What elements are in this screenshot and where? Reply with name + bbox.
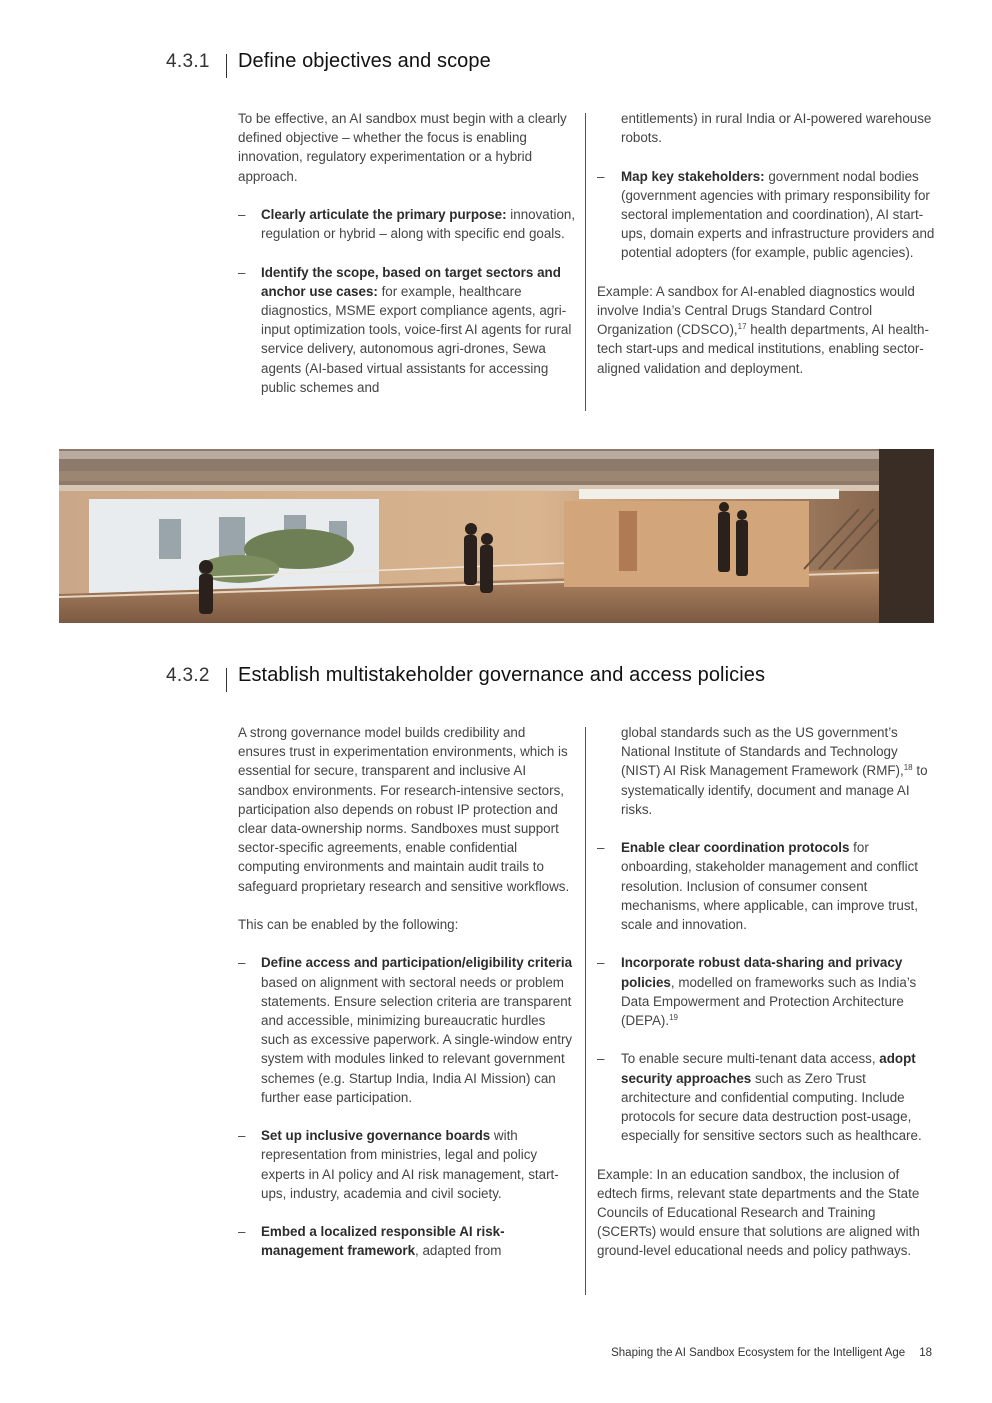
list-item [238, 263, 576, 397]
dash-bullet: – [238, 1224, 246, 1240]
item-heading: Incorporate robust data-sharing and privacy policies [621, 955, 903, 990]
dash-bullet: – [597, 840, 605, 856]
intro-paragraph: A strong governance model builds credibility and ensures trust in experimentation environments, which is essential for secure, transparent and inclusive AI sandbox environments. For research-intensive sectors, participation also depends on robust IP protection and clear data-ownership norms. Sandboxes must support sector-specific agreements, enable confidential computing environments and maintain audit trails to safeguard proprietary research and sensitive workflows. [238, 725, 570, 894]
intro-paragraph: To be effective, an AI sandbox must begin with a clearly defined objective – whether the focus is enabling innovation, regulatory experimentation or a hybrid approach. [238, 111, 567, 184]
section-title: Establish multistakeholder governance and access policies [238, 664, 766, 686]
item-text: for onboarding, stakeholder management and conflict resolution. Inclusion of consumer consent mechanisms, where applicable, can improve trust, scale and innovation. [621, 840, 919, 933]
item-text: , adapted from [415, 1243, 502, 1259]
list-item [238, 205, 576, 243]
item-heading: Set up inclusive governance boards [261, 1128, 491, 1144]
item-heading: Embed a localized responsible AI risk-management framework [261, 1224, 505, 1259]
item-text: innovation, regulation or hybrid – along with specific end goals. [261, 207, 576, 242]
item-text: for example, healthcare diagnostics, MSME export compliance agents, agri-input optimization tools, voice-first AI agents for rural service delivery, autonomous agri-drones, Sewa agents (AI-based virtual assistants for accessing public schemes and [261, 283, 572, 395]
dash-bullet: – [597, 955, 605, 971]
list-item [597, 838, 937, 934]
column-divider [585, 727, 586, 1295]
item-heading: Clearly articulate the primary purpose: [261, 207, 507, 222]
list-item [597, 953, 937, 1030]
list-item [238, 953, 576, 1107]
continuation-text: global standards such as the US government’s National Institute of Standards and Technology (NIST) AI Risk Management Framework (RMF),$^{18}$ to systematically identify, document and manage AI risks. [621, 725, 928, 817]
item-text: To enable secure multi-tenant data access, [621, 1051, 880, 1067]
footnote-ref: 17 [737, 322, 747, 332]
continuation-text [597, 109, 937, 147]
dash-bullet: – [238, 207, 246, 222]
item-heading: adopt security approaches [621, 1051, 916, 1086]
list-item [597, 1049, 937, 1145]
photo-illustration [59, 449, 934, 623]
section-number: 4.3.1 [166, 51, 210, 72]
item-heading: Map key stakeholders: [621, 168, 765, 184]
item-heading: Enable clear coordination protocols [621, 840, 850, 856]
left-column [238, 723, 576, 1261]
page-number: 18 [919, 1347, 932, 1359]
example-paragraph: Example: A sandbox for AI-enabled diagnostics would involve India’s Central Drugs Standard Control Organization (CDSCO),$^{17}$ health departments, AI health-tech start-ups and medical institutions, enabling sector-aligned validation and deployment. [597, 283, 929, 376]
enabled-paragraph: This can be enabled by the following: [238, 917, 459, 933]
dash-bullet: – [597, 168, 605, 184]
column-divider [585, 113, 586, 411]
item-text: government nodal bodies (government agencies with primary responsibility for sectoral implementation and coordination), AI start-ups, domain experts and infrastructure providers and potential adopters (for example, public agencies). [621, 168, 935, 261]
section-title: Define objectives and scope [238, 50, 491, 72]
section-divider [226, 668, 227, 692]
section-divider [226, 54, 227, 78]
list-item [597, 167, 937, 263]
dash-bullet: – [238, 1128, 246, 1144]
footnote-ref: 19 [669, 1013, 679, 1023]
dash-bullet: – [238, 264, 246, 280]
dash-bullet: – [597, 1051, 605, 1067]
item-text: , modelled on frameworks such as India’s Data Empowerment and Protection Architecture (DEPA). [621, 974, 917, 1029]
right-column [597, 723, 937, 1261]
dash-bullet: – [238, 955, 246, 971]
example-paragraph: Example: In an education sandbox, the inclusion of edtech firms, relevant state departments and the State Councils of Educational Research and Training (SCERTs) would ensure that solutions are aligned with ground-level educational needs and policy pathways. [597, 1166, 920, 1259]
item-text: such as Zero Trust architecture and confidential computing. Include protocols for secure data destruction post-usage, especially for sensitive sectors such as healthcare. [621, 1070, 922, 1144]
item-heading: Identify the scope, based on target sectors and anchor use cases: [261, 264, 561, 299]
item-text: with representation from ministries, legal and policy experts in AI policy and AI risk management, start-ups, industry, academia and civil society. [261, 1128, 559, 1201]
left-column [238, 109, 576, 397]
item-text: based on alignment with sectoral needs or problem statements. Ensure selection criteria are transparent and accessible, minimizing bureaucratic hurdles such as excessive paperwork. A single-window entry system with modules linked to relevant government schemes (e.g. Startup India, India AI Mission) can further ease participation. [261, 974, 573, 1105]
list-item [238, 1222, 576, 1260]
footnote-ref: 18 [903, 763, 913, 773]
item-heading: Define access and participation/eligibility criteria [261, 955, 573, 971]
right-column [597, 109, 937, 378]
list-item [238, 1126, 576, 1203]
office-atrium-photo [59, 449, 934, 623]
footer-title: Shaping the AI Sandbox Ecosystem for the Intelligent Age [611, 1347, 906, 1359]
item-text: entitlements) in rural India or AI-powered warehouse robots. [621, 111, 932, 146]
section-number: 4.3.2 [166, 665, 210, 686]
page-footer [611, 1347, 932, 1359]
